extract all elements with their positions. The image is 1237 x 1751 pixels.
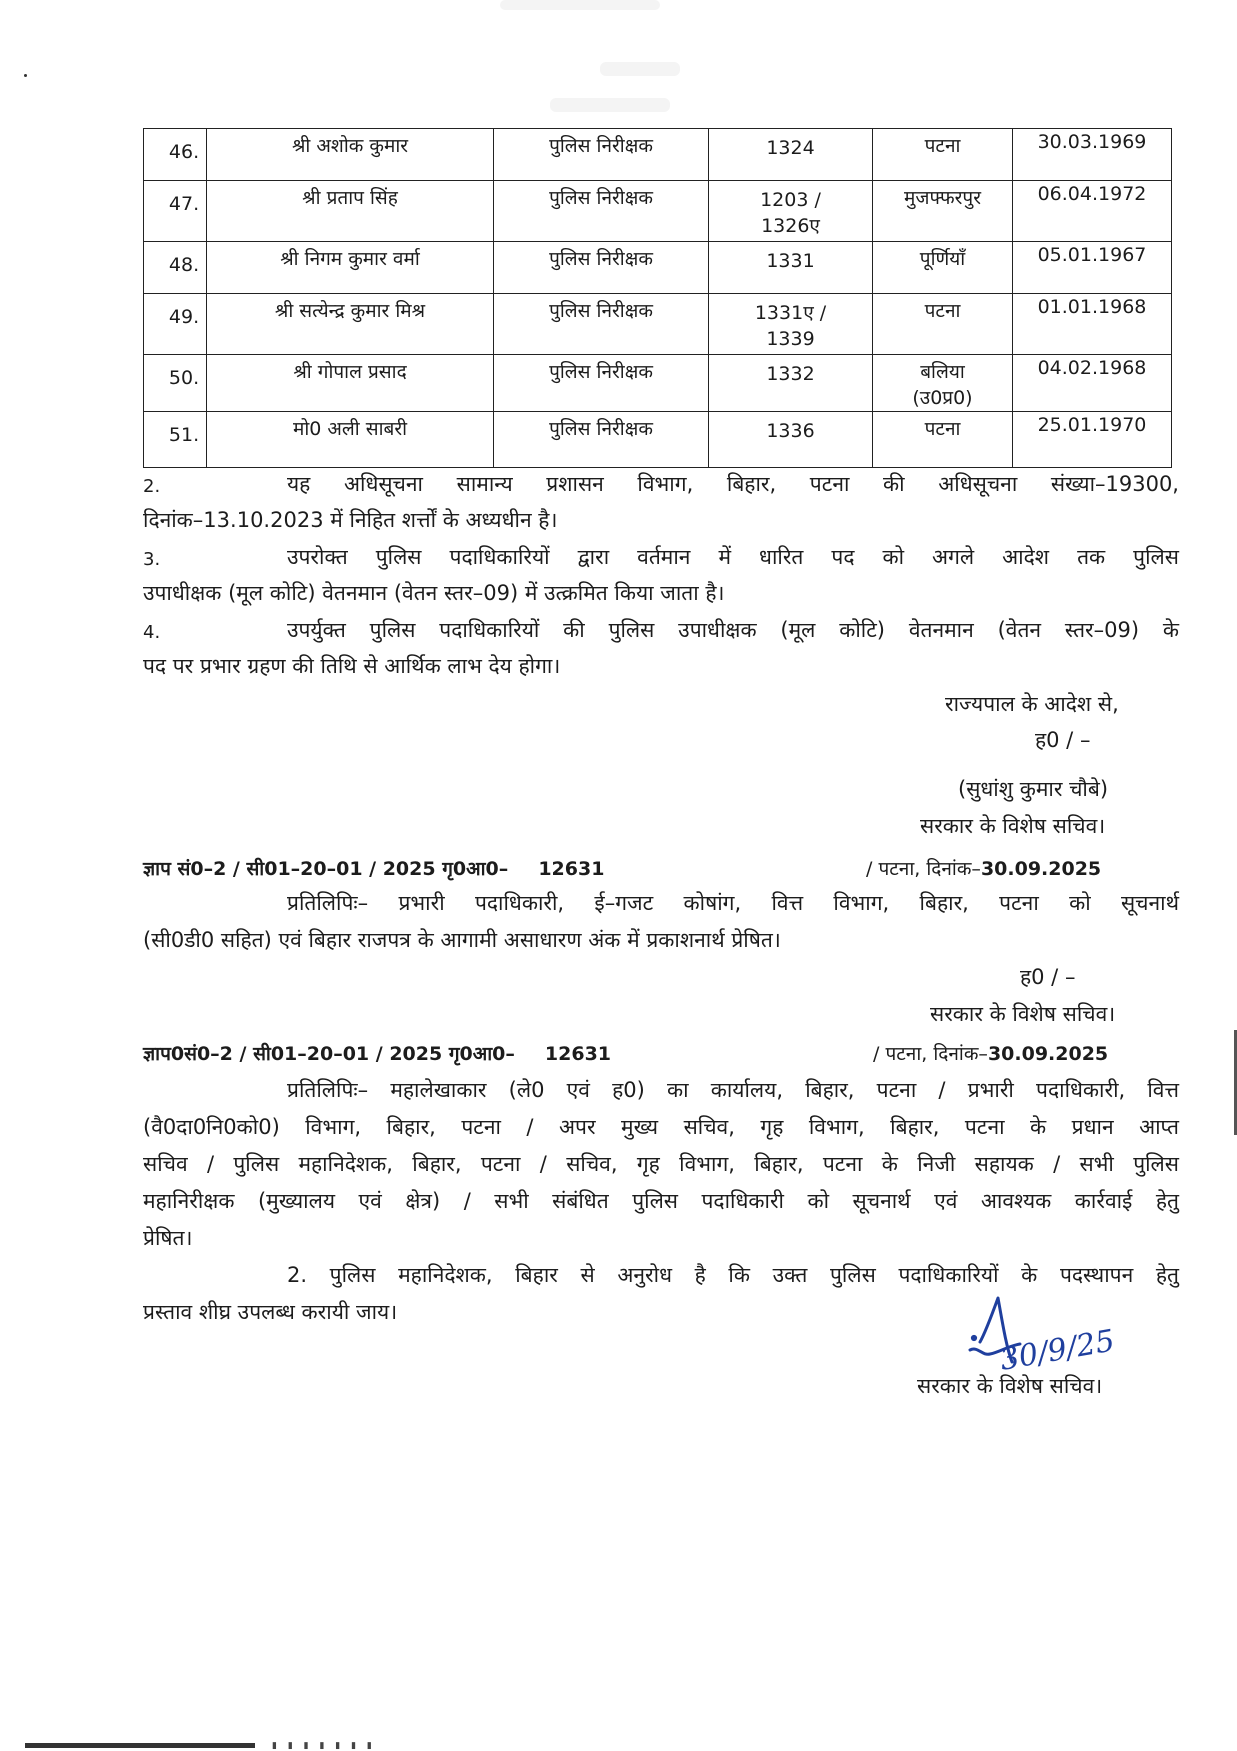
memo-1-number: 12631	[538, 858, 605, 880]
officer-place-line: पटना	[924, 418, 961, 440]
para-4-line-1: उपर्युक्त पुलिस पदाधिकारियों की पुलिस उपाधीक्षक (मूल कोटि) वेतनमान (वेतन स्तर–09) के	[287, 618, 1179, 642]
memo-1-place: / पटना, दिनांक–	[866, 858, 981, 880]
officer-no-cell	[709, 294, 873, 355]
signatory-name: (सुधांशु कुमार चौबे)	[958, 777, 1109, 801]
officer-place-cell	[873, 294, 1013, 355]
memo-1-designation: सरकार के विशेष सचिव।	[930, 1002, 1116, 1026]
officer-dob-cell: 05.01.1967	[1013, 242, 1172, 294]
officer-place-cell	[873, 355, 1013, 412]
memo-2-reference	[143, 1040, 611, 1066]
signatory-designation: सरकार के विशेष सचिव।	[920, 814, 1106, 838]
officers-table	[143, 128, 1172, 468]
officer-sn-cell: 47.	[144, 181, 207, 242]
para-3-line-1: उपरोक्त पुलिस पदाधिकारियों द्वारा वर्तमान में धारित पद को अगले आदेश तक पुलिस	[287, 545, 1179, 569]
officer-place-cell	[873, 412, 1013, 468]
officer-no-line: 1203 /	[760, 189, 821, 211]
officer-name-cell: मो0 अली साबरी	[207, 412, 494, 468]
officer-no-line: 1332	[766, 363, 815, 385]
memo-2-para-2-line-2: प्रस्ताव शीघ्र उपलब्ध करायी जाय।	[143, 1300, 398, 1324]
officer-no-line: 1336	[766, 420, 815, 442]
memo-1-copy-line-1: प्रतिलिपिः– प्रभारी पदाधिकारी, ई–गजट कोषांग, वित्त विभाग, बिहार, पटना को सूचनार्थ	[287, 891, 1179, 915]
officer-rank-cell: पुलिस निरीक्षक	[494, 412, 709, 468]
scan-smudge	[500, 0, 660, 10]
officer-place-line: पटना	[924, 300, 961, 322]
officer-rank-cell: पुलिस निरीक्षक	[494, 294, 709, 355]
memo-2-place: / पटना, दिनांक–	[873, 1043, 988, 1065]
officer-rank-cell: पुलिस निरीक्षक	[494, 129, 709, 181]
scan-speck	[24, 74, 27, 77]
officer-place-line: बलिया	[920, 361, 965, 383]
officer-rank-cell: पुलिस निरीक्षक	[494, 181, 709, 242]
officer-name-cell: श्री सत्येन्द्र कुमार मिश्र	[207, 294, 494, 355]
officer-no-line: 1326ए	[761, 215, 820, 237]
officer-place-cell	[873, 129, 1013, 181]
memo-1-reference	[143, 855, 604, 881]
officer-row	[144, 181, 1172, 242]
officer-no-cell	[709, 412, 873, 468]
officer-dob-cell: 01.01.1968	[1013, 294, 1172, 355]
officer-sn-cell: 49.	[144, 294, 207, 355]
officer-name-cell: श्री गोपाल प्रसाद	[207, 355, 494, 412]
para-4-line-2: पद पर प्रभार ग्रहण की तिथि से आर्थिक लाभ देय होगा।	[143, 654, 561, 678]
memo-2-copy-line-3: सचिव / पुलिस महानिदेशक, बिहार, पटना / सचिव, गृह विभाग, बिहार, पटना के निजी सहायक / सभी पुलिस	[143, 1152, 1179, 1176]
officer-dob-cell: 25.01.1970	[1013, 412, 1172, 468]
officer-dob-cell: 06.04.1972	[1013, 181, 1172, 242]
para-3-line-2: उपाधीक्षक (मूल कोटि) वेतनमान (वेतन स्तर–09) में उत्क्रमित किया जाता है।	[143, 581, 725, 605]
officer-sn-cell: 50.	[144, 355, 207, 412]
officer-dob-cell: 04.02.1968	[1013, 355, 1172, 412]
officer-no-cell	[709, 181, 873, 242]
para-4-number: 4.	[143, 622, 161, 643]
signature-dot	[972, 1336, 975, 1339]
officer-place-line: पटना	[924, 135, 961, 157]
officer-row	[144, 412, 1172, 468]
para-2-line-2: दिनांक–13.10.2023 में निहित शर्त्तों के अध्यधीन है।	[143, 508, 558, 532]
signed-mark: ह0 / –	[1035, 728, 1091, 752]
memo-1-ref-text: ज्ञाप सं0–2 / सी01–20–01 / 2025 गृ0आ0–	[143, 858, 509, 880]
officer-name-cell: श्री निगम कुमार वर्मा	[207, 242, 494, 294]
scan-footer-marks: ▮ ▮ ▮ ▮ ▮ ▮ ▮	[272, 1741, 376, 1751]
memo-2-copy-line-2: (वै0दा0नि0को0) विभाग, बिहार, पटना / अपर मुख्य सचिव, गृह विभाग, बिहार, पटना के प्रधान आप्त	[143, 1115, 1179, 1139]
scan-footer-bar	[25, 1743, 255, 1748]
handwritten-date: 30/9/25	[997, 1323, 1118, 1378]
memo-1-date: 30.09.2025	[980, 858, 1102, 880]
officer-sn-cell: 51.	[144, 412, 207, 468]
officer-row	[144, 242, 1172, 294]
memo-1-signed-mark: ह0 / –	[1020, 965, 1076, 989]
scan-smudge	[550, 98, 670, 112]
officer-no-cell	[709, 129, 873, 181]
officer-place-line: (उ0प्र0)	[912, 387, 973, 409]
para-2-number: 2.	[143, 476, 161, 497]
officer-place-cell	[873, 242, 1013, 294]
memo-2-date: 30.09.2025	[987, 1043, 1109, 1065]
officer-row	[144, 129, 1172, 181]
officer-no-line: 1339	[766, 328, 815, 350]
officer-no-cell	[709, 355, 873, 412]
officer-no-line: 1331ए /	[754, 302, 827, 324]
officer-place-line: मुजफ्फरपुर	[904, 187, 981, 209]
memo-2-designation: सरकार के विशेष सचिव।	[917, 1374, 1103, 1398]
memo-2-copy-line-4: महानिरीक्षक (मुख्यालय एवं क्षेत्र) / सभी संबंधित पुलिस पदाधिकारी को सूचनार्थ एवं आवश्यक कार्रवाई हेतु	[143, 1189, 1179, 1213]
memo-2-ref-text: ज्ञाप0सं0–2 / सी01–20–01 / 2025 गृ0आ0–	[143, 1043, 515, 1065]
officer-sn-cell: 48.	[144, 242, 207, 294]
officer-rank-cell: पुलिस निरीक्षक	[494, 355, 709, 412]
by-order-of-governor: राज्यपाल के आदेश से,	[945, 692, 1119, 716]
memo-2-copy-line-5: प्रेषित।	[143, 1226, 193, 1250]
para-3-number: 3.	[143, 549, 161, 570]
memo-2-para-2-line-1: 2. पुलिस महानिदेशक, बिहार से अनुरोध है कि उक्त पुलिस पदाधिकारियों के पदस्थापन हेतु	[287, 1263, 1179, 1287]
officer-dob-cell: 30.03.1969	[1013, 129, 1172, 181]
officer-name-cell: श्री अशोक कुमार	[207, 129, 494, 181]
memo-2-number: 12631	[544, 1043, 612, 1065]
officer-place-cell	[873, 181, 1013, 242]
officer-row	[144, 355, 1172, 412]
officer-rank-cell: पुलिस निरीक्षक	[494, 242, 709, 294]
officer-no-line: 1331	[766, 250, 815, 272]
officer-sn-cell: 46.	[144, 129, 207, 181]
officer-place-line: पूर्णियाँ	[919, 248, 966, 270]
officer-name-cell: श्री प्रताप सिंह	[207, 181, 494, 242]
scan-smudge	[600, 62, 680, 76]
memo-1-place-date	[866, 855, 1101, 881]
officer-no-line: 1324	[766, 137, 815, 159]
para-2-line-1: यह अधिसूचना सामान्य प्रशासन विभाग, बिहार, पटना की अधिसूचना संख्या–19300,	[287, 472, 1179, 496]
memo-2-copy-line-1: प्रतिलिपिः– महालेखाकार (ले0 एवं ह0) का कार्यालय, बिहार, पटना / प्रभारी पदाधिकारी, वित्त	[287, 1078, 1179, 1102]
officer-no-cell	[709, 242, 873, 294]
memo-1-copy-line-2: (सी0डी0 सहित) एवं बिहार राजपत्र के आगामी असाधारण अंक में प्रकाशनार्थ प्रेषित।	[143, 928, 781, 952]
officer-row	[144, 294, 1172, 355]
officers-table-body	[144, 129, 1172, 468]
memo-2-place-date	[873, 1040, 1108, 1066]
